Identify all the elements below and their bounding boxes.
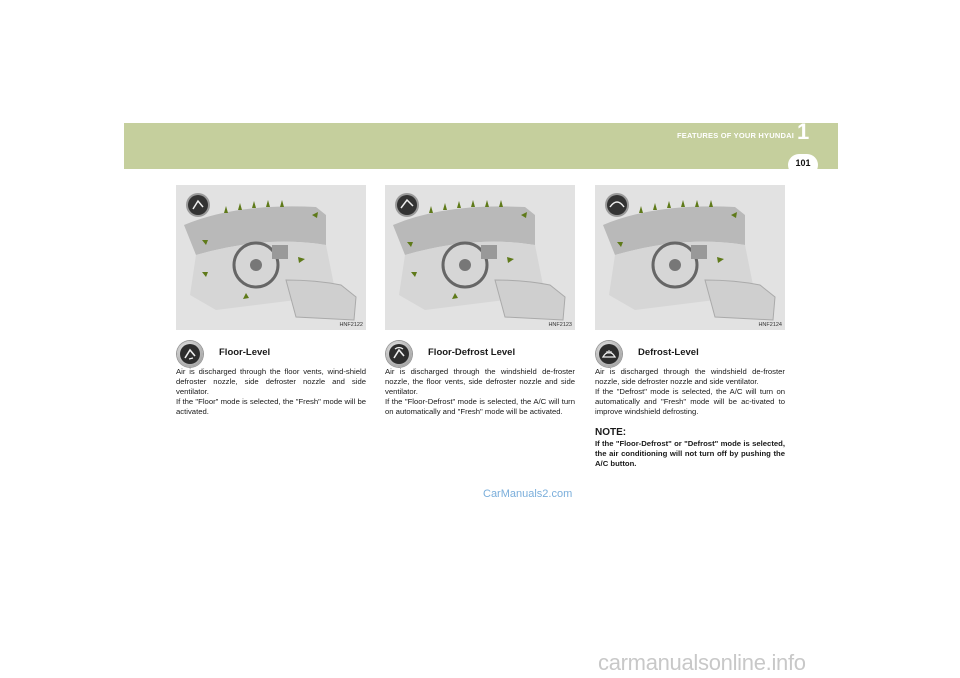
image-code: HNF2122 [339, 322, 363, 328]
footer-watermark: carmanualsonline.info [598, 650, 806, 675]
body-paragraph: If the "Floor-Defrost" mode is selected, the A/C will turn on automatically and "Fresh" mode will be activated. [385, 397, 575, 416]
note-text: If the "Floor-Defrost" or "Defrost" mode is selected, the air conditioning will not turn off by pushing the A/C button. [595, 439, 785, 468]
section-title: FEATURES OF YOUR HYUNDAI [676, 131, 794, 140]
section-heading: Floor-Level [219, 347, 271, 358]
section-heading: Defrost-Level [638, 347, 699, 358]
dashboard-drawing [385, 185, 575, 330]
watermark-link[interactable]: CarManuals2.com [483, 488, 573, 500]
defrost-level-section [595, 185, 785, 469]
defrost-icon [596, 341, 622, 367]
chapter-number: 1 [797, 119, 810, 144]
floor-vent-icon [177, 341, 203, 367]
body-paragraph: Air is discharged through the floor vents, wind-shield defroster nozzle, side defroster nozzle and side ventilator. [176, 367, 366, 396]
floor-defrost-level-section [385, 185, 575, 417]
section-body [385, 367, 575, 417]
body-paragraph: Air is discharged through the windshield de-froster nozzle, side defroster nozzle and side ventilator. [595, 367, 785, 386]
section-heading: Floor-Defrost Level [428, 347, 516, 358]
body-paragraph: Air is discharged through the windshield de-froster nozzle, the floor vents, side defroster nozzle and side ventilator. [385, 367, 575, 396]
section-body [176, 367, 366, 417]
floor-defrost-icon [386, 341, 412, 367]
note-title: NOTE: [595, 427, 627, 438]
floor-level-section [176, 185, 366, 417]
dashboard-illustration [385, 185, 575, 330]
section-body [595, 367, 785, 417]
image-code: HNF2124 [758, 322, 782, 328]
header-band [124, 123, 838, 169]
dashboard-illustration [595, 185, 785, 330]
dashboard-drawing [176, 185, 366, 330]
body-paragraph: If the "Defrost" mode is selected, the A/C will turn on automatically and "Fresh" mode will be ac-tivated to improve windshield defrosting. [595, 387, 785, 416]
dashboard-illustration [176, 185, 366, 330]
dashboard-drawing [595, 185, 785, 330]
image-code: HNF2123 [548, 322, 572, 328]
page-number: 101 [795, 158, 811, 168]
body-paragraph: If the "Floor" mode is selected, the "Fresh" mode will be activated. [176, 397, 366, 416]
